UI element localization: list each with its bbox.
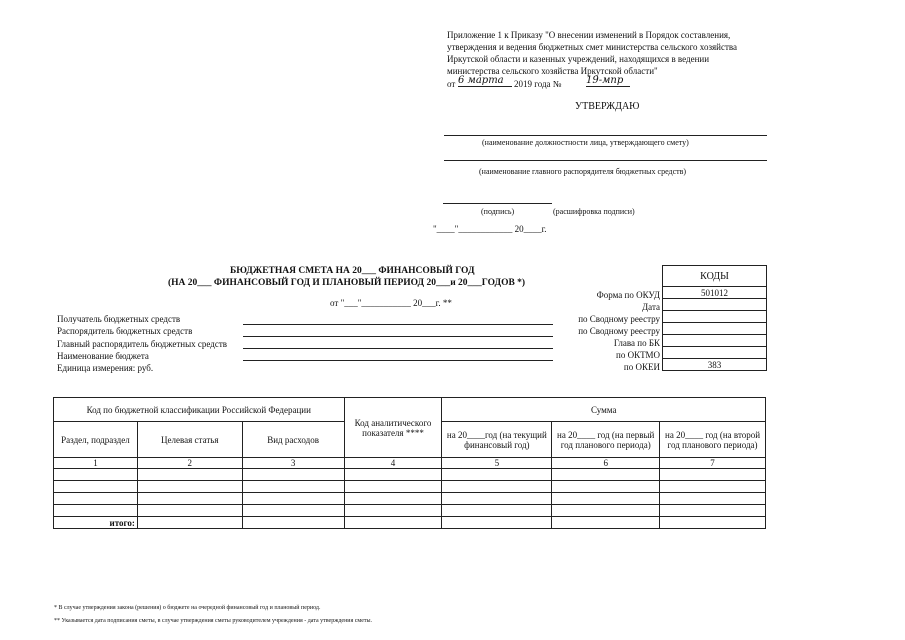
header-section: Раздел, подраздел xyxy=(54,422,138,458)
codes-value-okei: 383 xyxy=(663,359,767,371)
total-label: итого: xyxy=(54,517,138,529)
codes-value-bk xyxy=(663,335,767,347)
header-sum: Сумма xyxy=(442,398,766,422)
column-number: 5 xyxy=(442,458,552,469)
codes-label-date: Дата xyxy=(642,302,660,312)
appendix-number-handwritten: 19-мпр xyxy=(586,75,630,87)
signature-caption: (подпись) xyxy=(481,207,515,216)
table-row xyxy=(54,469,766,481)
column-number: 6 xyxy=(552,458,660,469)
table-row xyxy=(54,493,766,505)
approval-title: УТВЕРЖДАЮ xyxy=(575,101,640,112)
footnote-2: ** Указывается дата подписания сметы, в случае утверждения сметы руководителем учреждения - дата утверждения сметы. xyxy=(54,618,373,624)
position-caption: (наименование должностности лица, утверждающего смету) xyxy=(482,138,689,147)
appendix-line-2: утверждения и ведения бюджетных смет министерства сельского хозяйства xyxy=(447,42,738,52)
header-year-first: на 20____ год (на первый год планового периода) xyxy=(552,422,660,458)
footnote-1: * В случае утверждения закона (решения) о бюджете на очередной финансовый год и плановый период. xyxy=(54,605,321,611)
header-budget-classification: Код по бюджетной классификации Российской Федерации xyxy=(54,398,345,422)
codes-label-okud: Форма по ОКУД xyxy=(596,290,660,300)
codes-label-bk: Глава по БК xyxy=(613,338,660,348)
field-line-recipient xyxy=(243,324,553,325)
decoding-caption: (расшифровка подписи) xyxy=(553,207,635,216)
field-main-distributor: Главный распорядитель бюджетных средств xyxy=(57,338,227,349)
column-number: 1 xyxy=(54,458,138,469)
table-row xyxy=(54,505,766,517)
appendix-line-1: Приложение 1 к Приказу "О внесении изменений в Порядок составления, xyxy=(447,30,731,40)
appendix-year-text: 2019 года № xyxy=(514,79,562,89)
field-distributor: Распорядитель бюджетных средств xyxy=(57,326,193,337)
codes-label-okei: по ОКЕИ xyxy=(623,362,660,372)
header-target: Целевая статья xyxy=(137,422,242,458)
table-row xyxy=(54,481,766,493)
appendix-line-4: министерства сельского хозяйства Иркутской области" xyxy=(447,66,658,76)
budget-table xyxy=(53,397,766,529)
position-line xyxy=(444,135,767,136)
appendix-date-handwritten: 6 марта xyxy=(458,75,512,87)
distributor-caption: (наименование главного распорядителя бюджетных средств) xyxy=(479,167,687,176)
codes-value-oktmo xyxy=(663,347,767,359)
distributor-line xyxy=(444,160,767,161)
header-year-second: на 20____ год (на второй год планового периода) xyxy=(660,422,766,458)
codes-label-registry-2: по Сводному реестру xyxy=(578,326,660,336)
field-budget-name: Наименование бюджета xyxy=(57,350,149,361)
document-date: от "___"___________ 20___г. ** xyxy=(330,298,452,308)
field-recipient: Получатель бюджетных средств xyxy=(57,314,181,324)
codes-header: КОДЫ xyxy=(663,266,767,287)
column-number: 3 xyxy=(242,458,344,469)
document-title: БЮДЖЕТНАЯ СМЕТА НА 20___ ФИНАНСОВЫЙ ГОД xyxy=(230,266,475,276)
field-line-distributor xyxy=(243,336,553,337)
column-number: 7 xyxy=(660,458,766,469)
codes-labels xyxy=(540,289,660,373)
appendix-line-3: Иркутской области и казенных учреждений, находящихся в ведении xyxy=(447,54,710,64)
column-number: 2 xyxy=(137,458,242,469)
codes-table xyxy=(662,265,767,371)
column-numbers-row xyxy=(54,458,766,469)
codes-value-okud: 501012 xyxy=(663,287,767,299)
approval-date: "____"____________ 20____г. xyxy=(433,224,547,234)
column-number: 4 xyxy=(344,458,442,469)
codes-value-registry-1 xyxy=(663,311,767,323)
codes-value-date xyxy=(663,299,767,311)
field-line-budget-name xyxy=(243,360,553,361)
appendix-date-prefix: от xyxy=(447,79,456,89)
codes-label-oktmo: по ОКТМО xyxy=(616,350,660,360)
header-analytic-code: Код аналитического показателя **** xyxy=(344,398,442,458)
codes-value-registry-2 xyxy=(663,323,767,335)
signature-line xyxy=(443,203,552,204)
codes-label-registry-1: по Сводному реестру xyxy=(578,314,660,324)
total-row xyxy=(54,517,766,529)
fields-block xyxy=(57,313,227,374)
document-subtitle: (НА 20___ ФИНАНСОВЫЙ ГОД И ПЛАНОВЫЙ ПЕРИОД 20___и 20___ГОДОВ *) xyxy=(168,278,526,288)
header-expense-type: Вид расходов xyxy=(242,422,344,458)
header-year-current: на 20____год (на текущий финансовый год) xyxy=(442,422,552,458)
field-line-main-distributor xyxy=(243,348,553,349)
field-unit: Единица измерения: руб. xyxy=(57,363,154,374)
